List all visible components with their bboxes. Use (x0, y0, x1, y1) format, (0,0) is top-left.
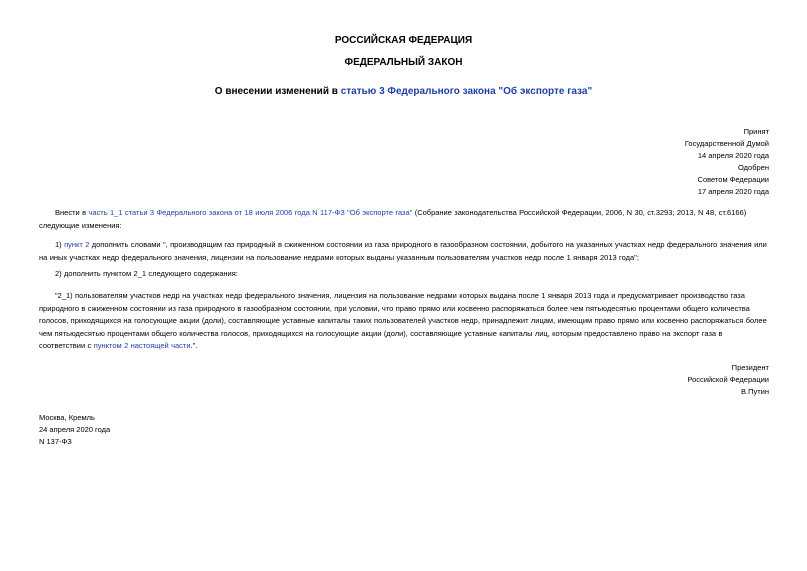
law-title (0, 86, 807, 98)
adopted-date: 14 апреля 2020 года (697, 151, 769, 160)
law-type-heading: ФЕДЕРАЛЬНЫЙ ЗАКОН (344, 57, 463, 68)
approved-label: Одобрен (738, 163, 769, 172)
item1-suffix: дополнить словами ", производящим газ природный в сжиженном состоянии из газа природного в газообразном состоянии, добытого на указанных участках недр федерального значения или на иных участках недр федерального значения, лицензии на пользование недрами которых выданы указанным пользователям участков недр после 1 января 2013 года"; (39, 240, 767, 262)
adoption-block (685, 126, 769, 198)
item3-suffix: .". (190, 341, 198, 350)
item3-text: "2_1) пользователям участков недр на участках недр федерального значения, лицензия на пользование недрами которых выдана после 1 января 2013 года и предусматривает производство газа природного в сжиженном состоянии из газа природного в газообразном состоянии, при условии, что право прямо или косвенно распоряжаться более чем пятьюдесятью процентами общего количества голосов, приходящихся на голосующие акции (доли), составляющие уставные капиталы таких пользователей участков недр, принадлежит лицам, имеющим право прямо или косвенно распоряжаться более чем пятьюдесятью процентами общего количества голосов, приходящихся на голосующие акции (доли), составляющие уставные капиталы лиц, которым предоставлено право на экспорт газа в соответствии с (39, 291, 767, 350)
item1-link[interactable]: пункт 2 (64, 240, 90, 249)
item3-paragraph (39, 290, 769, 353)
adopted-label: Принят (743, 127, 769, 136)
signature-country: Российской Федерации (687, 375, 769, 384)
item3-link[interactable]: пунктом 2 настоящей части (93, 341, 191, 350)
approved-date: 17 апреля 2020 года (697, 187, 769, 196)
law-title-prefix: О внесении изменений в (214, 86, 341, 97)
intro-prefix: Внести в (55, 208, 89, 217)
intro-paragraph (39, 207, 769, 232)
intro-link[interactable]: часть 1_1 статьи 3 Федерального закона от 18 июля 2006 года N 117-ФЗ "Об экспорте газа" (88, 208, 413, 217)
footer-block (39, 412, 110, 448)
item2-paragraph: 2) дополнить пунктом 2_1 следующего содержания: (55, 269, 238, 278)
footer-number: N 137-ФЗ (39, 437, 72, 446)
footer-place: Москва, Кремль (39, 413, 95, 422)
adopted-by: Государственной Думой (684, 139, 769, 148)
approved-by: Советом Федерации (697, 175, 769, 184)
item1-paragraph (39, 239, 769, 264)
item1-prefix: 1) (55, 240, 65, 249)
signature-block (687, 362, 769, 398)
country-heading: РОССИЙСКАЯ ФЕДЕРАЦИЯ (334, 35, 473, 46)
footer-date: 24 апреля 2020 года (39, 425, 111, 434)
signature-title: Президент (731, 363, 769, 372)
law-title-link[interactable]: статью 3 Федерального закона "Об экспорте газа" (340, 86, 593, 97)
signature-name: В.Путин (741, 387, 769, 396)
intro-suffix: (Собрание законодательства Российской Федерации, 2006, N 30, ст.3293; 2013, N 48, ст.6166) следующие изменения: (39, 208, 747, 230)
